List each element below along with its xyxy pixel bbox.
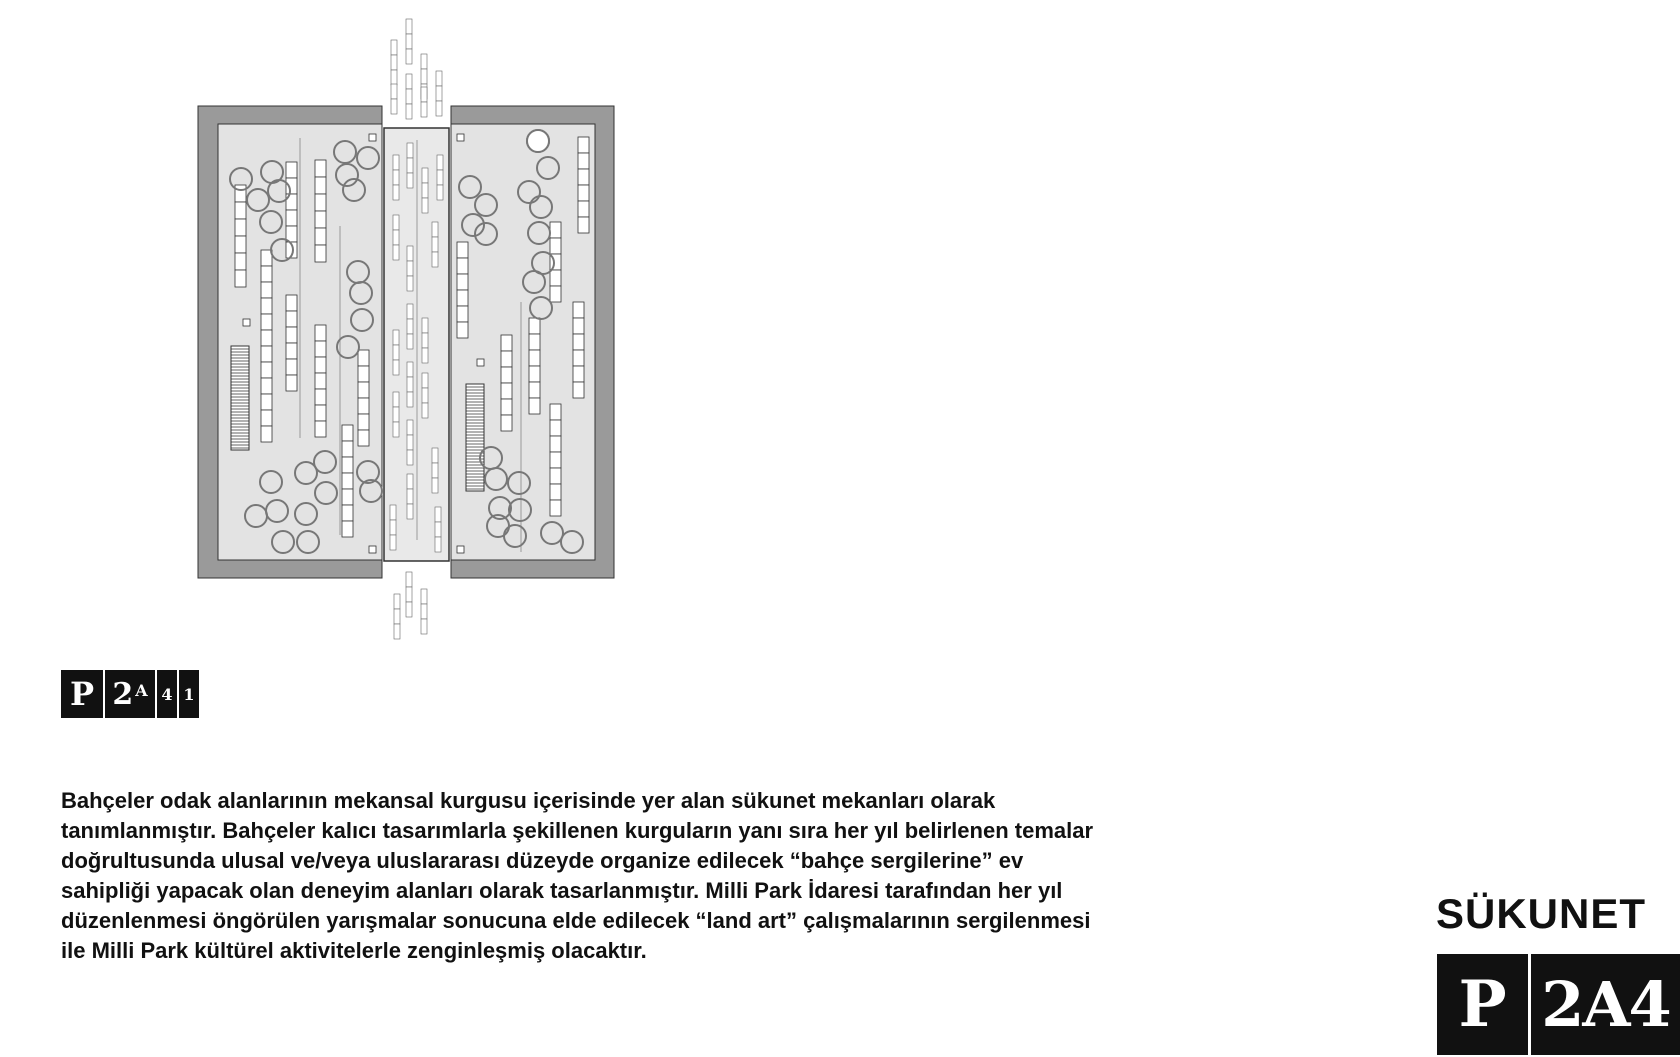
land-art-piece bbox=[407, 435, 413, 450]
paving-tile bbox=[457, 242, 468, 258]
land-art-piece bbox=[407, 158, 413, 173]
paving-tile bbox=[235, 270, 246, 287]
land-art-piece bbox=[407, 420, 413, 435]
paving-tile bbox=[550, 420, 561, 436]
paving-tile bbox=[573, 382, 584, 398]
tree-canopy-highlight bbox=[527, 130, 549, 152]
paving-tile bbox=[529, 382, 540, 398]
paving-tile bbox=[358, 430, 369, 446]
land-art-piece bbox=[393, 330, 399, 345]
description-text: Bahçeler odak alanlarının mekansal kurgusu içerisinde yer alan sükunet mekanları olarak tanımlanmıştır. Bahçeler kalıcı tasarımlarla şekillenen kurguların yanı sıra her yıl belirlenen temalar doğrultusunda ulusal ve/veya uluslararası düzeyde organize edilecek “bahçe sergilerine” ev sahipliği yapacak olan deneyim alanları olarak tasarlanmıştır. Milli Park İdaresi tarafından her yıl düzenlenmesi öngörülen yarışmalar sonucuna elde edilecek “land art” çalışmalarının sergilenmesi ile Milli Park kültürel aktivitelerle zenginleşmiş olacaktır. bbox=[61, 788, 1094, 963]
bench bbox=[466, 384, 484, 491]
paving-tile bbox=[501, 383, 512, 399]
land-art-piece bbox=[436, 71, 442, 86]
paving-tile bbox=[529, 350, 540, 366]
paving-tile bbox=[315, 421, 326, 437]
land-art-piece bbox=[432, 237, 438, 252]
land-art-piece bbox=[406, 587, 412, 602]
paving-tile bbox=[342, 489, 353, 505]
paving-tile bbox=[286, 178, 297, 194]
land-art-piece bbox=[422, 318, 428, 333]
paving-tile bbox=[342, 521, 353, 537]
paving-tile bbox=[315, 373, 326, 389]
paving-tile bbox=[261, 330, 272, 346]
paving-tile bbox=[501, 351, 512, 367]
paving-tile bbox=[261, 362, 272, 378]
paving-tile bbox=[358, 366, 369, 382]
bench bbox=[231, 346, 249, 450]
land-art-piece bbox=[421, 87, 427, 102]
marker-square bbox=[369, 134, 376, 141]
garden-site-plan bbox=[0, 0, 640, 650]
paving-tile bbox=[315, 177, 326, 194]
land-art-piece bbox=[407, 489, 413, 504]
paving-tile bbox=[578, 137, 589, 153]
land-art-piece bbox=[407, 304, 413, 319]
land-art-piece bbox=[432, 448, 438, 463]
paving-tile bbox=[358, 414, 369, 430]
land-art-piece bbox=[421, 604, 427, 619]
paving-tile bbox=[261, 394, 272, 410]
land-art-piece bbox=[437, 170, 443, 185]
land-art-piece bbox=[435, 522, 441, 537]
code-small-n1: 4 bbox=[157, 670, 177, 718]
land-art-piece bbox=[407, 143, 413, 158]
code-big-main: 2A4 bbox=[1531, 954, 1680, 1055]
paving-tile bbox=[550, 484, 561, 500]
land-art-piece bbox=[422, 348, 428, 363]
land-art-piece bbox=[393, 230, 399, 245]
marker-square bbox=[457, 134, 464, 141]
code-small-p: P bbox=[61, 670, 103, 718]
paving-tile bbox=[457, 322, 468, 338]
land-art-piece bbox=[393, 155, 399, 170]
paving-tile bbox=[573, 302, 584, 318]
paving-tile bbox=[342, 505, 353, 521]
land-art-piece bbox=[390, 505, 396, 520]
paving-tile bbox=[358, 398, 369, 414]
section-code-big bbox=[1437, 954, 1680, 1055]
land-art-piece bbox=[393, 185, 399, 200]
land-art-piece bbox=[406, 34, 412, 49]
land-art-piece bbox=[406, 19, 412, 34]
land-art-piece bbox=[393, 170, 399, 185]
paving-tile bbox=[261, 426, 272, 442]
paving-tile bbox=[550, 222, 561, 238]
land-art-piece bbox=[391, 84, 397, 99]
paving-tile bbox=[286, 295, 297, 311]
paving-tile bbox=[261, 282, 272, 298]
land-art-piece bbox=[390, 520, 396, 535]
paving-tile bbox=[315, 160, 326, 177]
marker-square bbox=[477, 359, 484, 366]
land-art-piece bbox=[406, 74, 412, 89]
paving-tile bbox=[342, 473, 353, 489]
paving-tile bbox=[315, 341, 326, 357]
land-art-piece bbox=[406, 572, 412, 587]
paving-tile bbox=[286, 327, 297, 343]
land-art-piece bbox=[407, 362, 413, 377]
land-art-piece bbox=[421, 54, 427, 69]
land-art-piece bbox=[422, 388, 428, 403]
paving-tile bbox=[235, 185, 246, 202]
paving-tile bbox=[573, 334, 584, 350]
paving-tile bbox=[286, 359, 297, 375]
land-art-piece bbox=[432, 463, 438, 478]
paving-tile bbox=[501, 415, 512, 431]
paving-tile bbox=[550, 452, 561, 468]
section-title: SÜKUNET bbox=[1435, 890, 1646, 937]
land-art-piece bbox=[421, 589, 427, 604]
paving-tile bbox=[342, 457, 353, 473]
land-art-piece bbox=[391, 99, 397, 114]
land-art-piece bbox=[394, 594, 400, 609]
paving-tile bbox=[342, 441, 353, 457]
paving-tile bbox=[550, 270, 561, 286]
paving-tile bbox=[457, 306, 468, 322]
land-art-piece bbox=[437, 155, 443, 170]
land-art-piece bbox=[422, 168, 428, 183]
land-art-piece bbox=[406, 104, 412, 119]
code-small-sup: A bbox=[135, 680, 148, 700]
paving-tile bbox=[286, 311, 297, 327]
paving-tile bbox=[261, 346, 272, 362]
land-art-piece bbox=[422, 183, 428, 198]
paving-tile bbox=[550, 500, 561, 516]
land-art-piece bbox=[421, 619, 427, 634]
marker-square bbox=[243, 319, 250, 326]
paving-tile bbox=[529, 318, 540, 334]
paving-tile bbox=[457, 274, 468, 290]
land-art-piece bbox=[391, 70, 397, 85]
land-art-piece bbox=[393, 360, 399, 375]
land-art-piece bbox=[407, 319, 413, 334]
land-art-piece bbox=[435, 537, 441, 552]
paving-tile bbox=[315, 357, 326, 373]
land-art-piece bbox=[407, 377, 413, 392]
land-art-piece bbox=[422, 373, 428, 388]
paving-tile bbox=[550, 238, 561, 254]
paving-tile bbox=[550, 468, 561, 484]
land-art-piece bbox=[421, 69, 427, 84]
paving-tile bbox=[573, 350, 584, 366]
code-small-2a bbox=[105, 670, 155, 718]
land-art-piece bbox=[406, 49, 412, 64]
paving-tile bbox=[315, 228, 326, 245]
land-art-piece bbox=[436, 101, 442, 116]
land-art-piece bbox=[432, 478, 438, 493]
land-art-piece bbox=[432, 252, 438, 267]
paving-tile bbox=[573, 318, 584, 334]
paving-tile bbox=[578, 201, 589, 217]
land-art-piece bbox=[391, 40, 397, 55]
land-art-piece bbox=[390, 535, 396, 550]
paving-tile bbox=[573, 366, 584, 382]
paving-tile bbox=[578, 169, 589, 185]
land-art-piece bbox=[407, 334, 413, 349]
paving-tile bbox=[457, 258, 468, 274]
paving-tile bbox=[315, 389, 326, 405]
land-art-piece bbox=[393, 215, 399, 230]
paving-tile bbox=[286, 210, 297, 226]
land-art-piece bbox=[393, 245, 399, 260]
marker-square bbox=[457, 546, 464, 553]
paving-tile bbox=[315, 194, 326, 211]
land-art-piece bbox=[407, 392, 413, 407]
land-art-piece bbox=[407, 474, 413, 489]
land-art-piece bbox=[421, 102, 427, 117]
paving-tile bbox=[457, 290, 468, 306]
paving-tile bbox=[261, 410, 272, 426]
land-art-piece bbox=[393, 345, 399, 360]
paving-tile bbox=[550, 286, 561, 302]
land-art-piece bbox=[422, 198, 428, 213]
code-small-n2: 1 bbox=[179, 670, 199, 718]
paving-tile bbox=[529, 366, 540, 382]
paving-tile bbox=[286, 375, 297, 391]
land-art-piece bbox=[435, 507, 441, 522]
land-art-piece bbox=[407, 276, 413, 291]
paving-tile bbox=[529, 334, 540, 350]
land-art-piece bbox=[432, 222, 438, 237]
paving-tile bbox=[501, 367, 512, 383]
paving-tile bbox=[235, 236, 246, 253]
paving-tile bbox=[578, 153, 589, 169]
land-art-piece bbox=[422, 403, 428, 418]
land-art-piece bbox=[393, 392, 399, 407]
paving-tile bbox=[550, 436, 561, 452]
land-art-piece bbox=[393, 422, 399, 437]
land-art-piece bbox=[393, 407, 399, 422]
paving-tile bbox=[315, 405, 326, 421]
land-art-piece bbox=[406, 89, 412, 104]
land-art-piece bbox=[394, 609, 400, 624]
land-art-piece bbox=[391, 55, 397, 70]
paving-tile bbox=[315, 325, 326, 341]
paving-tile bbox=[501, 399, 512, 415]
land-art-piece bbox=[394, 624, 400, 639]
land-art-piece bbox=[407, 450, 413, 465]
marker-square bbox=[369, 546, 376, 553]
paving-tile bbox=[358, 382, 369, 398]
paving-tile bbox=[358, 350, 369, 366]
paving-tile bbox=[550, 404, 561, 420]
code-small-main: 2 bbox=[112, 676, 134, 712]
paving-tile bbox=[235, 219, 246, 236]
land-art-piece bbox=[437, 185, 443, 200]
land-art-piece bbox=[407, 173, 413, 188]
paving-tile bbox=[235, 253, 246, 270]
paving-tile bbox=[261, 378, 272, 394]
land-art-piece bbox=[422, 333, 428, 348]
code-big-p: P bbox=[1437, 954, 1528, 1055]
land-art-piece bbox=[406, 602, 412, 617]
land-art-piece bbox=[407, 504, 413, 519]
paving-tile bbox=[529, 398, 540, 414]
paving-tile bbox=[315, 245, 326, 262]
paving-tile bbox=[501, 335, 512, 351]
land-art-piece bbox=[407, 261, 413, 276]
paving-tile bbox=[261, 314, 272, 330]
paving-tile bbox=[261, 298, 272, 314]
paving-tile bbox=[578, 185, 589, 201]
land-art-piece bbox=[407, 246, 413, 261]
land-art-piece bbox=[436, 86, 442, 101]
section-code-small bbox=[61, 670, 199, 718]
paving-tile bbox=[286, 343, 297, 359]
paving-tile bbox=[578, 217, 589, 233]
paving-tile bbox=[286, 162, 297, 178]
paving-tile bbox=[315, 211, 326, 228]
paving-tile bbox=[261, 266, 272, 282]
paving-tile bbox=[342, 425, 353, 441]
paving-tile bbox=[235, 202, 246, 219]
